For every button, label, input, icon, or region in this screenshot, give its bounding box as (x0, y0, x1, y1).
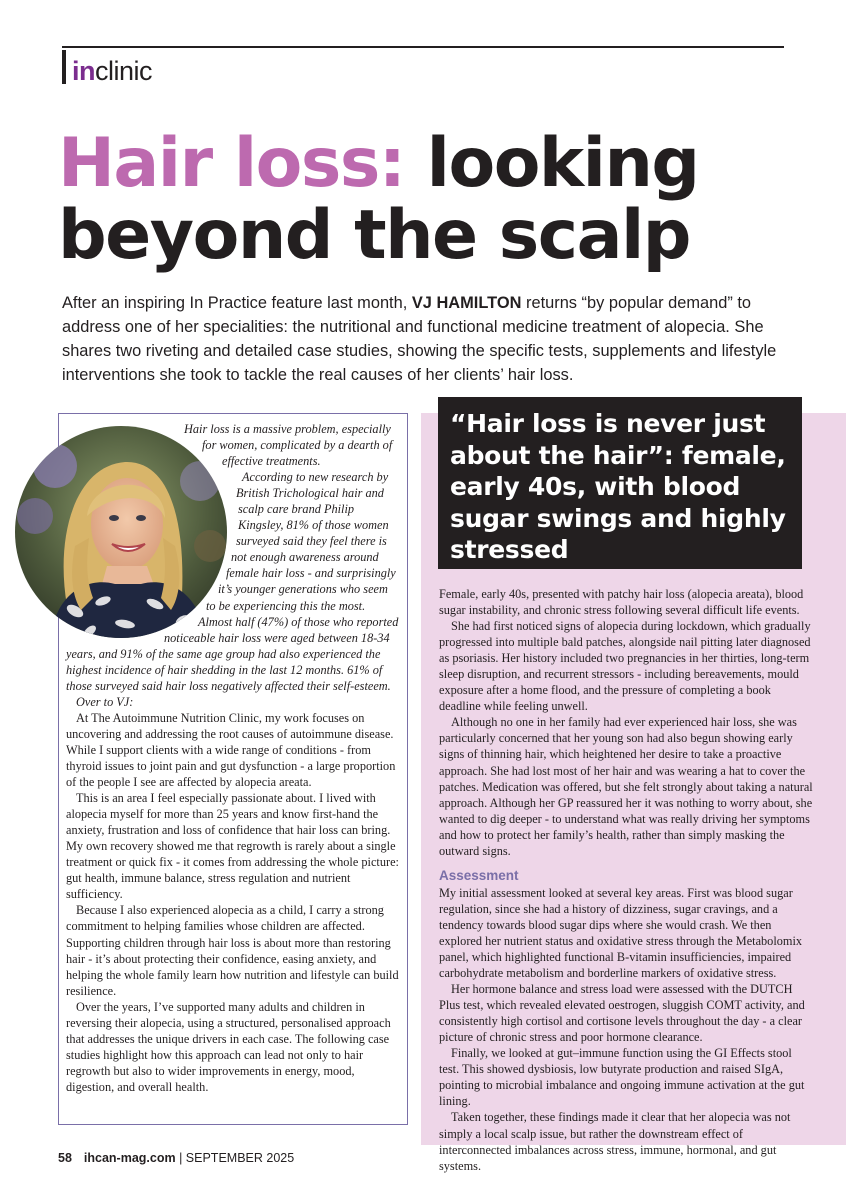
section-label-in: in (72, 56, 95, 86)
standfirst-text-1: After an inspiring In Practice feature last month, (62, 294, 412, 312)
section-bar (62, 50, 66, 84)
intro-paragraph: According to new research by British Trichological hair and scalp care brand Philip Kingsley, 81% of those women surveyed said they feel there is not enough awareness around female hair loss - and surprisingly it’s younger generations who seem to be experiencing this the most. (206, 470, 396, 613)
section-label (72, 56, 152, 86)
footer-date: SEPTEMBER 2025 (185, 1151, 295, 1165)
author-byline: VJ HAMILTON (411, 294, 522, 312)
case-paragraph: She had first noticed signs of alopecia during lockdown, which gradually progressed into multiple bald patches, alongside nail pitting later diagnosed as psoriasis. Her history included two pregnancies in her thirties, long-term sleep disruption, and recurrent stressors - including bereavements, mould exposure after a home flood, and the pressure of completing a book deadline while feeling unwell. (439, 619, 811, 714)
sidebar-text (66, 421, 400, 1095)
intro-paragraph: Over to VJ: (76, 694, 134, 709)
case-paragraph: Finally, we looked at gut–immune function using the GI Effects stool test. This showed dysbiosis, low butyrate production and raised SIgA, pointing to microbial imbalance and ongoing immune activation at the gut lining. (439, 1046, 805, 1109)
section-label-clinic: clinic (95, 56, 153, 86)
case-paragraph: My initial assessment looked at several key areas. First was blood sugar regulation, since she had a history of dizziness, sugar cravings, and a tendency towards blood sugar dips where she would crash. We then explored her nutrient status and oxidative stress through the Metabolomix panel, which highlighted functional B-vitamin insufficiencies, impaired carbohydrate metabolism and borderline markers of oxidative stress. (439, 885, 803, 981)
headline (58, 124, 798, 275)
body-paragraph: This is an area I feel especially passionate about. I lived with alopecia myself for more than 25 years and know first-hand the anxiety, frustration and loss of confidence that hair loss can bring. My own recovery showed me that regrowth is rarely about a single treatment or quick fix - it comes from addressing the whole picture: gut health, immune balance, stress regulation and nutrient sufficiency. (66, 791, 399, 902)
case-paragraph: Although no one in her family had ever experienced hair loss, she was particularly concerned that her young son had also begun showing early signs of thinning hair, which heightened her desire to take a proactive approach. She had lost most of her hair and was wearing a hat to cover the patches. Medication was offered, but she felt strongly about taking a natural approach. Although her GP reassured her it was nothing to worry about, she wanted to dig deeper - to understand what was really driving her symptoms and how to protect her family’s health, rather than simply masking the outward signs. (439, 715, 813, 858)
headline-part-2: beyond the scalp (58, 196, 690, 275)
case-paragraph: Taken together, these findings made it clear that her alopecia was not simply a local scalp issue, but rather the downstream effect of interconnected imbalances across stress, immune, hormonal, and gut systems. (439, 1110, 791, 1173)
intro-paragraph: Almost half (47%) of those who reported noticeable hair loss were aged between 18-34 years, and 91% of the same age group had also experienced the highest incidence of hair shedding in the last 12 months. 61% of those surveyed said hair loss negatively affected their self-esteem. (66, 614, 399, 693)
page-footer (58, 1150, 294, 1166)
footer-site: ihcan-mag.com (83, 1151, 176, 1165)
standfirst-text-2: returns “by popular demand” to address one of her specialities: the nutritional and functional medicine treatment of alopecia. She shares two riveting and detailed case studies, showing the specific tests, supplements and lifestyle interventions she took to tackle the real causes of her clients’ hair loss. (62, 294, 777, 384)
headline-accent: Hair loss: (58, 124, 405, 203)
case-study-text (439, 586, 815, 1174)
intro-paragraph: Hair loss is a massive problem, especially for women, complicated by a dearth of effective treatments. (184, 422, 393, 469)
body-paragraph: Because I also experienced alopecia as a child, I carry a strong commitment to helping families whose children are affected. Supporting children through hair loss is about more than restoring hair - it’s about protecting their confidence, easing anxiety, and helping the whole family learn how nutrition and lifestyle can build resilience. (66, 903, 399, 998)
standfirst (62, 291, 782, 387)
assessment-heading: Assessment (439, 867, 519, 883)
case-study-headline: “Hair loss is never just about the hair”: female, early 40s, with blood sugar swings and highly stressed (438, 397, 802, 569)
body-paragraph: At The Autoimmune Nutrition Clinic, my work focuses on uncovering and addressing the root causes of autoimmune disease. While I support clients with a wide range of conditions - from thyroid issues to joint pain and gut dysfunction - a large proportion of the people I see are affected by alopecia areata. (66, 710, 396, 790)
headline-part-1: looking (426, 124, 699, 203)
footer-separator: | (175, 1151, 186, 1165)
case-paragraph: Her hormone balance and stress load were assessed with the DUTCH Plus test, which revealed elevated oestrogen, sluggish COMT activity, and consistently high cortisol and cortisone levels throughout the day - a clear picture of chronic stress and poor hormone clearance. (439, 982, 805, 1045)
case-paragraph: Female, early 40s, presented with patchy hair loss (alopecia areata), blood sugar instability, and chronic stress following several difficult life events. (439, 587, 804, 618)
body-paragraph: Over the years, I’ve supported many adults and children in reversing their alopecia, using a structured, personalised approach that addresses the unique drivers in each case. The following case studies highlight how this approach can lead not only to hair regrowth but also to wider improvements in energy, mood, digestion, and overall health. (66, 999, 391, 1094)
top-rule (62, 46, 784, 48)
page-number: 58 (58, 1151, 72, 1165)
